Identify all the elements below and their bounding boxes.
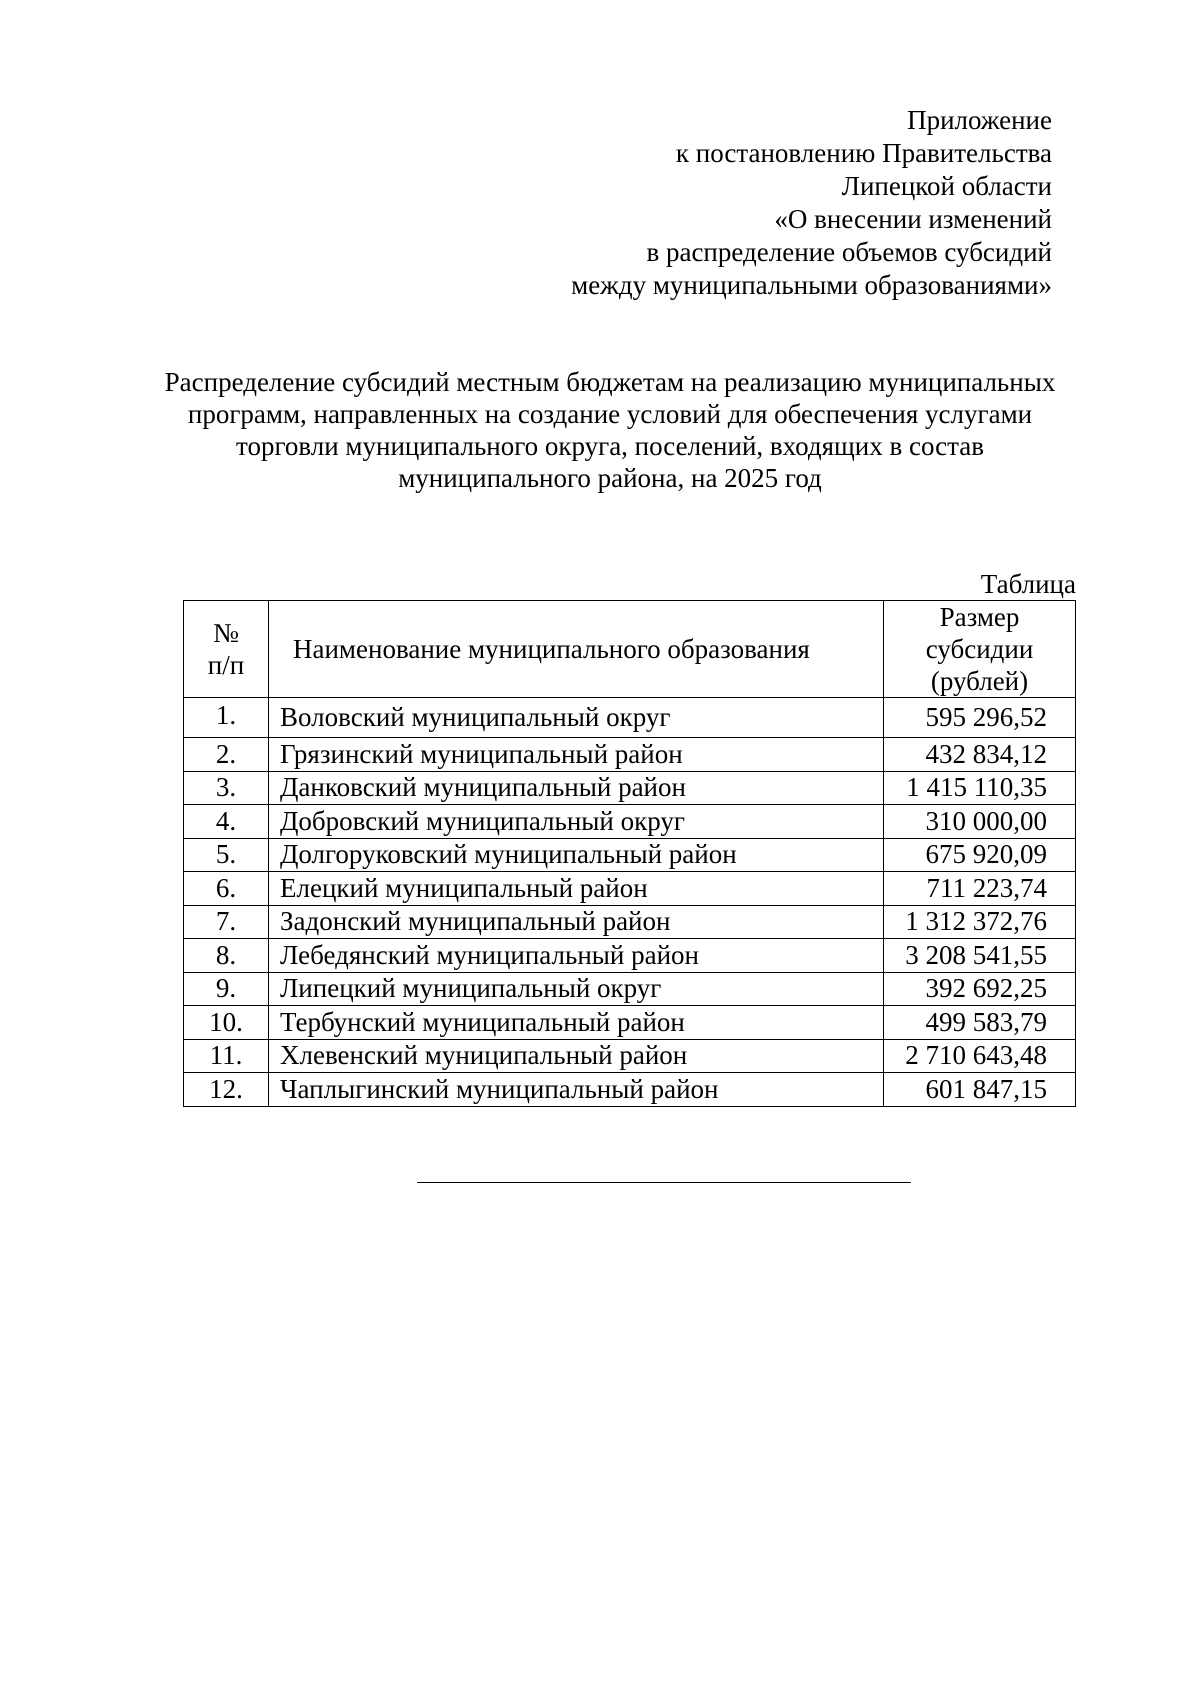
row-number: 11. [184,1039,269,1073]
row-amount: 601 847,15 [884,1073,1076,1107]
subsidy-table [183,600,1076,1107]
row-amount: 595 296,52 [884,698,1076,738]
table-row [184,1006,1076,1040]
row-amount: 1 415 110,35 [884,771,1076,805]
appendix-line: «О внесении изменений [774,204,1052,234]
table-row [184,771,1076,805]
table-body [184,698,1076,1107]
row-amount: 2 710 643,48 [884,1039,1076,1073]
row-municipality: Липецкий муниципальный округ [269,972,884,1006]
title-line: муниципального района, на 2025 год [398,463,822,493]
row-amount: 432 834,12 [884,738,1076,772]
row-amount: 499 583,79 [884,1006,1076,1040]
row-municipality: Лебедянский муниципальный район [269,939,884,973]
row-number: 4. [184,805,269,839]
row-number: 1. [184,698,269,738]
table-header-row [184,601,1076,698]
table-row [184,939,1076,973]
row-number: 8. [184,939,269,973]
row-municipality: Данковский муниципальный район [269,771,884,805]
title-line: программ, направленных на создание условий для обеспечения услугами [187,399,1033,429]
row-municipality: Грязинский муниципальный район [269,738,884,772]
row-municipality: Добровский муниципальный округ [269,805,884,839]
table-row [184,1039,1076,1073]
header-number-line: п/п [207,650,245,680]
row-amount: 3 208 541,55 [884,939,1076,973]
appendix-line: к постановлению Правительства [675,138,1052,168]
table-label: Таблица [980,569,1076,599]
header-number [184,601,269,698]
table-row [184,838,1076,872]
row-municipality: Тербунский муниципальный район [269,1006,884,1040]
appendix-line: Липецкой области [841,171,1052,201]
header-amount-line: (рублей) [930,666,1029,696]
table-row [184,872,1076,906]
closing-divider [417,1182,911,1183]
title-line: торговли муниципального округа, поселений, входящих в состав [236,431,984,461]
table-row [184,972,1076,1006]
row-amount: 310 000,00 [884,805,1076,839]
row-amount: 392 692,25 [884,972,1076,1006]
row-municipality: Воловский муниципальный округ [269,698,884,738]
header-amount [884,601,1076,698]
table-row [184,738,1076,772]
row-number: 10. [184,1006,269,1040]
row-amount: 675 920,09 [884,838,1076,872]
row-number: 2. [184,738,269,772]
header-name: Наименование муниципального образования [269,601,884,698]
table-row [184,905,1076,939]
header-amount-line: Размер субсидии [925,602,1034,664]
row-amount: 1 312 372,76 [884,905,1076,939]
row-number: 12. [184,1073,269,1107]
row-number: 3. [184,771,269,805]
row-municipality: Чаплыгинский муниципальный район [269,1073,884,1107]
appendix-line: между муниципальными образованиями» [571,270,1052,300]
table-row [184,1073,1076,1107]
row-number: 7. [184,905,269,939]
table-row [184,698,1076,738]
title-line: Распределение субсидий местным бюджетам на реализацию муниципальных [164,367,1056,397]
appendix-line: Приложение [907,105,1052,135]
row-municipality: Хлевенский муниципальный район [269,1039,884,1073]
appendix-header [571,104,1052,302]
appendix-line: в распределение объемов субсидий [646,237,1052,267]
document-title [160,366,1060,494]
row-municipality: Задонский муниципальный район [269,905,884,939]
row-number: 9. [184,972,269,1006]
row-number: 6. [184,872,269,906]
row-number: 5. [184,838,269,872]
row-municipality: Елецкий муниципальный район [269,872,884,906]
row-municipality: Долгоруковский муниципальный район [269,838,884,872]
header-number-line: № [213,618,239,648]
row-amount: 711 223,74 [884,872,1076,906]
table-row [184,805,1076,839]
